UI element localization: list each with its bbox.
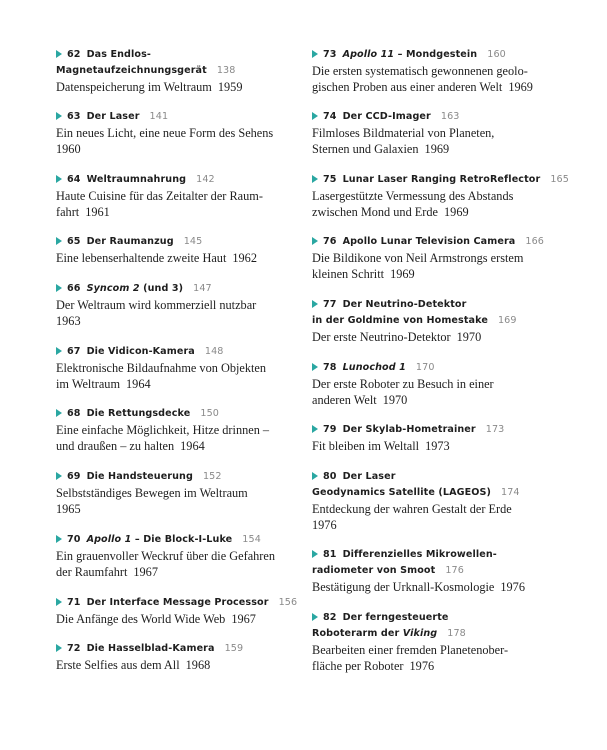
toc-entry-81 [312, 547, 552, 595]
toc-entry-69 [56, 469, 296, 517]
toc-entry-74 [312, 109, 552, 157]
entry-title-text: Der Raumanzug [86, 236, 174, 247]
entry-title-line [312, 360, 552, 376]
entry-description-line [312, 376, 552, 392]
entry-description-line [56, 485, 296, 501]
entry-description-line [312, 329, 552, 345]
entry-title-line [56, 63, 296, 79]
toc-entry-64 [56, 172, 296, 220]
entry-description-line [312, 266, 552, 282]
entry-description-line [312, 642, 552, 658]
entry-description-text: im Weltraum [56, 377, 121, 391]
toc-entry-79 [312, 422, 552, 454]
entry-title-line [312, 234, 552, 250]
triangle-arrow-icon [312, 363, 318, 371]
entry-description-text: Bearbeiten einer fremden Planetenober- [312, 643, 509, 657]
entry-page-number: 174 [501, 487, 520, 498]
entry-title-line [312, 547, 552, 563]
entry-page-number: 156 [278, 597, 298, 608]
entry-year: 1969 [424, 142, 450, 156]
entry-number: 73 [323, 49, 337, 60]
toc-entry-62 [56, 47, 296, 95]
entry-title-text: radiometer von Smoot [312, 565, 436, 576]
entry-title-line [312, 626, 552, 642]
entry-title-line [56, 172, 296, 188]
entry-description-text: Ein grauenvoller Weckruf über die Gefahren [56, 549, 276, 563]
entry-number: 77 [323, 299, 337, 310]
entry-description-text: Der erste Neutrino-Detektor [312, 330, 451, 344]
entry-title-line [56, 532, 296, 548]
entry-number: 63 [67, 111, 81, 122]
entry-page-number: 145 [183, 236, 203, 247]
entry-title-text: Die Rettungsdecke [86, 408, 191, 419]
entry-title-text: Weltraumnahrung [86, 174, 187, 185]
triangle-arrow-icon [56, 598, 62, 606]
entry-title-text: Der ferngesteuerte [342, 612, 449, 623]
triangle-arrow-icon [56, 237, 62, 245]
entry-year: 1969 [508, 80, 533, 94]
toc-entry-75 [312, 172, 569, 220]
triangle-arrow-icon [312, 550, 318, 558]
entry-description-line [56, 79, 296, 95]
entry-description-text: Selbstständiges Bewegen im Weltraum [56, 486, 248, 500]
entry-year: 1967 [231, 612, 256, 626]
entry-title-text: Die Vidicon-Kamera [86, 346, 195, 357]
entry-title-line [312, 109, 552, 125]
toc-entry-67 [56, 344, 296, 392]
entry-description-text: kleinen Schritt [312, 267, 385, 281]
triangle-arrow-icon [56, 644, 62, 652]
entry-description-text: fläche per Roboter [312, 659, 404, 673]
entry-number: 65 [67, 236, 81, 247]
entry-description-line [56, 501, 296, 517]
entry-page-number: 169 [497, 315, 517, 326]
entry-title-text: – Die Block-I-Luke [131, 534, 233, 545]
entry-year: 1969 [390, 267, 415, 281]
entry-year: 1968 [185, 658, 211, 672]
entry-year: 1973 [425, 439, 450, 453]
entry-page-number: 154 [242, 534, 261, 545]
entry-year: 1976 [500, 580, 525, 594]
entry-description-line [56, 313, 296, 329]
entry-description-text: anderen Welt [312, 393, 377, 407]
entry-description-text: Eine lebenserhaltende zweite Haut [56, 251, 227, 265]
entry-description-text: Ein neues Licht, eine neue Form des Sehens [56, 126, 274, 140]
entry-title-line [312, 469, 552, 485]
entry-description-line [56, 548, 296, 564]
entry-description-line [56, 125, 296, 141]
entry-description-line [312, 79, 552, 95]
entry-page-number: 148 [204, 346, 224, 357]
entry-title-line [56, 281, 296, 297]
entry-year: 1964 [126, 377, 151, 391]
entry-year: 1965 [56, 502, 81, 516]
entry-description-line [56, 360, 296, 376]
entry-title-line [56, 344, 296, 360]
triangle-arrow-icon [312, 425, 318, 433]
entry-title-text: Magnetaufzeichnungsgerät [56, 65, 207, 76]
entry-title-line [56, 234, 296, 250]
entry-number: 69 [67, 471, 81, 482]
toc-entry-76 [312, 234, 552, 282]
toc-entry-77 [312, 297, 552, 345]
entry-title-line [312, 610, 552, 626]
entry-year: 1961 [85, 205, 110, 219]
entry-number: 82 [323, 612, 337, 623]
entry-page-number: 163 [440, 111, 460, 122]
entry-page-number: 147 [193, 283, 212, 294]
entry-description-line [56, 250, 296, 266]
entry-title-text: – Mondgestein [394, 49, 478, 60]
entry-year: 1963 [56, 314, 81, 328]
entry-number: 67 [67, 346, 81, 357]
entry-description-text: Haute Cuisine für das Zeitalter der Raum- [56, 189, 263, 203]
entry-description-line [56, 422, 296, 438]
entry-title-line [312, 297, 552, 313]
entry-title-line [56, 109, 296, 125]
entry-page-number: 142 [196, 174, 215, 185]
entry-number: 75 [323, 174, 337, 185]
triangle-arrow-icon [312, 300, 318, 308]
toc-entry-78 [312, 360, 552, 408]
entry-title-line [56, 47, 296, 63]
entry-description-line [312, 392, 552, 408]
entry-title-text: Der Neutrino-Detektor [342, 299, 467, 310]
entry-description-text: Filmloses Bildmaterial von Planeten, [312, 126, 495, 140]
entry-description-text: Der erste Roboter zu Besuch in einer [312, 377, 494, 391]
entry-page-number: 150 [200, 408, 219, 419]
entry-description-text: Die ersten systematisch gewonnenen geolo- [312, 64, 528, 78]
entry-description-line [312, 141, 552, 157]
entry-number: 74 [323, 111, 337, 122]
triangle-arrow-icon [56, 175, 62, 183]
entry-description-text: zwischen Mond und Erde [312, 205, 439, 219]
entry-description-line [312, 517, 552, 533]
toc-entry-70 [56, 532, 296, 580]
entry-page-number: 166 [525, 236, 544, 247]
entry-description-text: Elektronische Bildaufnahme von Objekten [56, 361, 267, 375]
entry-title-text: Lunar Laser Ranging RetroReflector [342, 174, 541, 185]
entry-description-line [56, 564, 296, 580]
entry-description-line [312, 501, 552, 517]
triangle-arrow-icon [56, 409, 62, 417]
entry-description-text: und draußen – zu halten [56, 439, 175, 453]
entry-title-text: Roboterarm der [312, 628, 403, 639]
toc-entry-80 [312, 469, 552, 533]
entry-year: 1970 [382, 393, 408, 407]
triangle-arrow-icon [312, 175, 318, 183]
entry-number: 68 [67, 408, 81, 419]
toc-entry-63 [56, 109, 296, 157]
entry-title-text: Der Laser [86, 111, 140, 122]
entry-description-line [312, 250, 552, 266]
entry-description-line [56, 141, 296, 157]
triangle-arrow-icon [312, 237, 318, 245]
entry-title-line [56, 406, 296, 422]
entry-page-number: 141 [149, 111, 169, 122]
entry-description-text: der Raumfahrt [56, 565, 128, 579]
entry-year: 1976 [409, 659, 435, 673]
entry-title-text: Syncom 2 [86, 283, 140, 294]
entry-description-line [312, 125, 552, 141]
triangle-arrow-icon [56, 535, 62, 543]
toc-entry-72 [56, 641, 296, 673]
toc-entry-65 [56, 234, 296, 266]
entry-description-line [312, 188, 552, 204]
entry-number: 76 [323, 236, 337, 247]
entry-title-text: (und 3) [139, 283, 184, 294]
entry-description-text: Eine einfache Möglichkeit, Hitze drinnen – [56, 423, 270, 437]
entry-number: 64 [67, 174, 81, 185]
entry-description-line [56, 188, 296, 204]
entry-title-text: Der Skylab-Hometrainer [342, 424, 476, 435]
entry-number: 78 [323, 362, 337, 373]
entry-page-number: 165 [550, 174, 569, 185]
entry-description-text: Lasergestützte Vermessung des Abstands [312, 189, 514, 203]
toc-entry-82 [312, 610, 552, 674]
entry-title-text: Die Hasselblad-Kamera [86, 643, 215, 654]
entry-title-text: Lunochod 1 [342, 362, 406, 373]
entry-description-text: Die Anfänge des World Wide Web [56, 612, 226, 626]
entry-title-line [312, 47, 552, 63]
entry-page-number: 178 [447, 628, 466, 639]
entry-year: 1967 [133, 565, 158, 579]
entry-description-text: Fit bleiben im Weltall [312, 439, 420, 453]
entry-description-line [312, 579, 552, 595]
entry-year: 1969 [444, 205, 469, 219]
triangle-arrow-icon [56, 284, 62, 292]
entry-description-line [312, 438, 552, 454]
triangle-arrow-icon [312, 50, 318, 58]
entry-description-line [56, 611, 296, 627]
entry-description-text: Datenspeicherung im Weltraum [56, 80, 212, 94]
entry-description-line [312, 63, 552, 79]
entry-title-line [56, 469, 296, 485]
entry-number: 66 [67, 283, 81, 294]
entry-title-text: Viking [402, 628, 438, 639]
entry-title-line [56, 595, 296, 611]
entry-number: 80 [323, 471, 337, 482]
entry-number: 71 [67, 597, 81, 608]
triangle-arrow-icon [56, 472, 62, 480]
entry-title-line [312, 172, 569, 188]
toc-entry-68 [56, 406, 296, 454]
entry-title-line [312, 313, 552, 329]
entry-year: 1959 [217, 80, 243, 94]
toc-entry-71 [56, 595, 296, 627]
entry-title-text: Der Interface Message Processor [86, 597, 269, 608]
entry-page-number: 138 [216, 65, 236, 76]
entry-description-text: Bestätigung der Urknall-Kosmologie [312, 580, 495, 594]
entry-description-line [312, 204, 552, 220]
triangle-arrow-icon [312, 472, 318, 480]
entry-title-text: Das Endlos- [86, 49, 151, 60]
entry-year: 1962 [232, 251, 257, 265]
entry-description-text: Die Bildikone von Neil Armstrongs erstem [312, 251, 524, 265]
entry-description-line [56, 376, 296, 392]
entry-description-text: gischen Proben aus einer anderen Welt [312, 80, 503, 94]
entry-title-line [56, 641, 296, 657]
entry-title-text: Differenzielles Mikrowellen- [342, 549, 497, 560]
entry-title-text: Der Laser [342, 471, 396, 482]
entry-description-text: Sternen und Galaxien [312, 142, 419, 156]
entry-description-text: Der Weltraum wird kommerziell nutzbar [56, 298, 257, 312]
entry-page-number: 159 [224, 643, 244, 654]
entry-title-line [312, 563, 552, 579]
entry-title-text: Geodynamics Satellite (LAGEOS) [312, 487, 491, 498]
entry-title-text: Der CCD-Imager [342, 111, 431, 122]
entry-page-number: 176 [445, 565, 464, 576]
entry-number: 81 [323, 549, 337, 560]
entry-title-text: Apollo 11 [342, 49, 395, 60]
entry-year: 1976 [312, 518, 337, 532]
entry-description-line [56, 204, 296, 220]
entry-page-number: 152 [202, 471, 222, 482]
entry-page-number: 173 [485, 424, 505, 435]
entry-number: 70 [67, 534, 81, 545]
entry-description-text: Erste Selfies aus dem All [56, 658, 180, 672]
toc-entry-66 [56, 281, 296, 329]
entry-title-text: in der Goldmine von Homestake [312, 315, 488, 326]
entry-description-line [56, 297, 296, 313]
entry-number: 79 [323, 424, 337, 435]
triangle-arrow-icon [312, 112, 318, 120]
entry-description-line [56, 657, 296, 673]
entry-description-text: Entdeckung der wahren Gestalt der Erde [312, 502, 512, 516]
entry-page-number: 160 [487, 49, 506, 60]
triangle-arrow-icon [312, 613, 318, 621]
triangle-arrow-icon [56, 50, 62, 58]
entry-title-text: Die Handsteuerung [86, 471, 193, 482]
entry-description-line [56, 438, 296, 454]
entry-description-line [312, 658, 552, 674]
entry-description-text: fahrt [56, 205, 80, 219]
triangle-arrow-icon [56, 112, 62, 120]
entry-year: 1970 [456, 330, 482, 344]
entry-year: 1960 [56, 142, 81, 156]
entry-number: 62 [67, 49, 81, 60]
entry-title-line [312, 422, 552, 438]
triangle-arrow-icon [56, 347, 62, 355]
entry-page-number: 170 [415, 362, 435, 373]
entry-year: 1964 [180, 439, 205, 453]
toc-entry-73 [312, 47, 552, 95]
entry-title-line [312, 485, 552, 501]
entry-title-text: Apollo Lunar Television Camera [342, 236, 516, 247]
entry-title-text: Apollo 1 [86, 534, 132, 545]
entry-number: 72 [67, 643, 81, 654]
